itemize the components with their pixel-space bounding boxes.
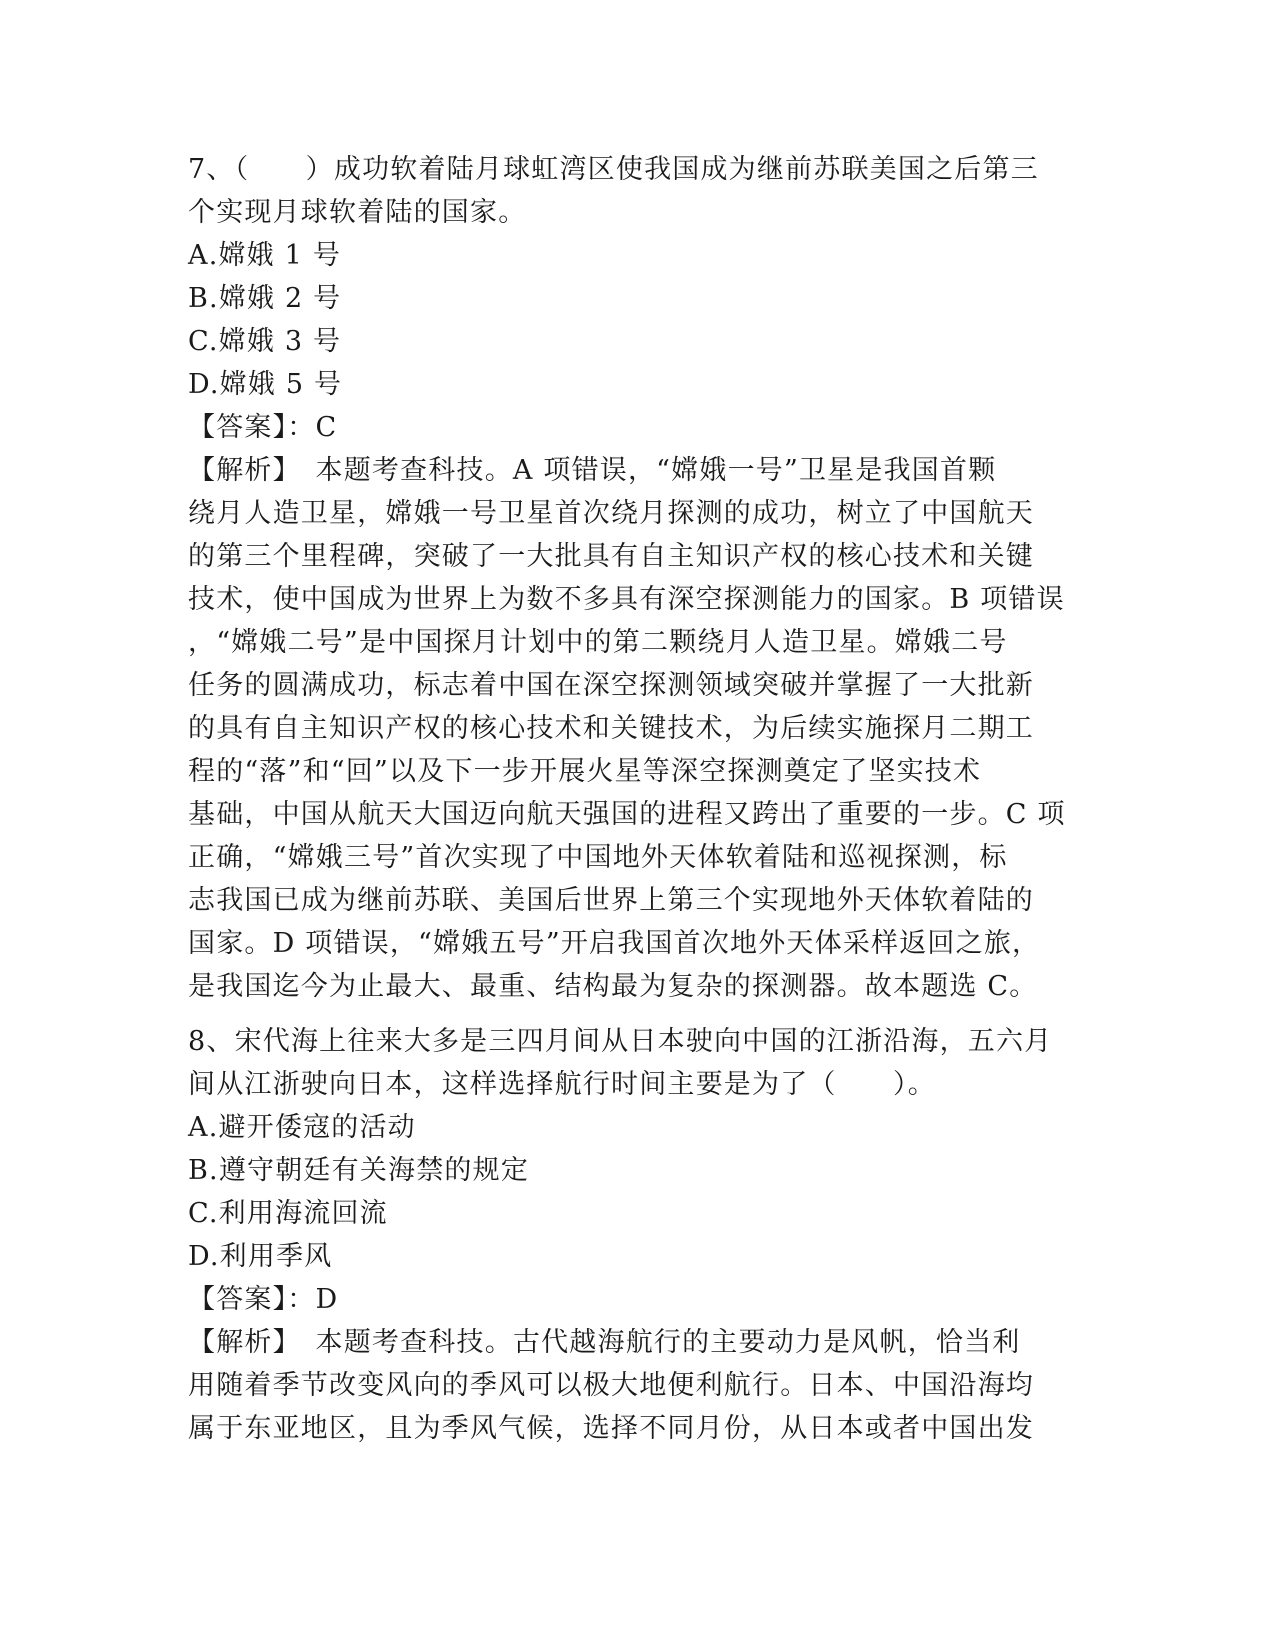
option-d: D.嫦娥 5 号 (188, 369, 343, 400)
question-8 (188, 1020, 1083, 1450)
question-spacer (188, 1008, 1083, 1020)
analysis-line: 是我国迄今为止最大、最重、结构最为复杂的探测器。故本题选 C。 (188, 971, 1038, 1002)
analysis-line: 国家。D 项错误，“嫦娥五号”开启我国首次地外天体采样返回之旅， (188, 928, 1041, 959)
option-d: D.利用季风 (188, 1241, 333, 1272)
analysis-line: 【解析】 本题考查科技。古代越海航行的主要动力是风帆，恰当利 (188, 1327, 1021, 1358)
question-7 (188, 148, 1083, 1008)
analysis-line: 属于东亚地区，且为季风气候，选择不同月份，从日本或者中国出发 (188, 1413, 1034, 1444)
answer-line: 【答案】：D (188, 1284, 339, 1315)
analysis-line: 用随着季节改变风向的季风可以极大地便利航行。日本、中国沿海均 (188, 1370, 1034, 1401)
option-a: A.避开倭寇的活动 (188, 1112, 416, 1143)
document-page (188, 148, 1083, 1450)
analysis-line: 任务的圆满成功，标志着中国在深空探测领域突破并掌握了一大批新 (188, 670, 1034, 701)
question-stem: 个实现月球软着陆的国家。 (188, 197, 527, 228)
answer-line: 【答案】：C (188, 412, 338, 443)
analysis-line: 技术，使中国成为世界上为数不多具有深空探测能力的国家。B 项错误 (188, 584, 1065, 615)
option-a: A.嫦娥 1 号 (188, 240, 342, 271)
analysis-line: 程的“落”和“回”以及下一步开展火星等深空探测奠定了坚实技术 (188, 756, 982, 787)
analysis-line: 【解析】 本题考查科技。A 项错误，“嫦娥一号”卫星是我国首颗 (188, 455, 997, 486)
question-stem: 间从江浙驶向日本，这样选择航行时间主要是为了（ ）。 (188, 1069, 936, 1100)
option-c: C.嫦娥 3 号 (188, 326, 342, 357)
option-b: B.遵守朝廷有关海禁的规定 (188, 1155, 530, 1186)
question-stem: 7、（ ）成功软着陆月球虹湾区使我国成为继前苏联美国之后第三 (188, 154, 1039, 185)
analysis-line: 的具有自主知识产权的核心技术和关键技术，为后续实施探月二期工 (188, 713, 1034, 744)
analysis-line: 志我国已成为继前苏联、美国后世界上第三个实现地外天体软着陆的 (188, 885, 1034, 916)
option-c: C.利用海流回流 (188, 1198, 388, 1229)
analysis-line: ，“嫦娥二号”是中国探月计划中的第二颗绕月人造卫星。嫦娥二号 (188, 627, 1008, 658)
option-b: B.嫦娥 2 号 (188, 283, 342, 314)
analysis-line: 绕月人造卫星，嫦娥一号卫星首次绕月探测的成功，树立了中国航天 (188, 498, 1034, 529)
question-stem: 8、宋代海上往来大多是三四月间从日本驶向中国的江浙沿海，五六月 (188, 1026, 1053, 1057)
analysis-line: 基础，中国从航天大国迈向航天强国的进程又跨出了重要的一步。C 项 (188, 799, 1066, 830)
analysis-line: 正确，“嫦娥三号”首次实现了中国地外天体软着陆和巡视探测，标 (188, 842, 1008, 873)
analysis-line: 的第三个里程碑，突破了一大批具有自主知识产权的核心技术和关键 (188, 541, 1034, 572)
